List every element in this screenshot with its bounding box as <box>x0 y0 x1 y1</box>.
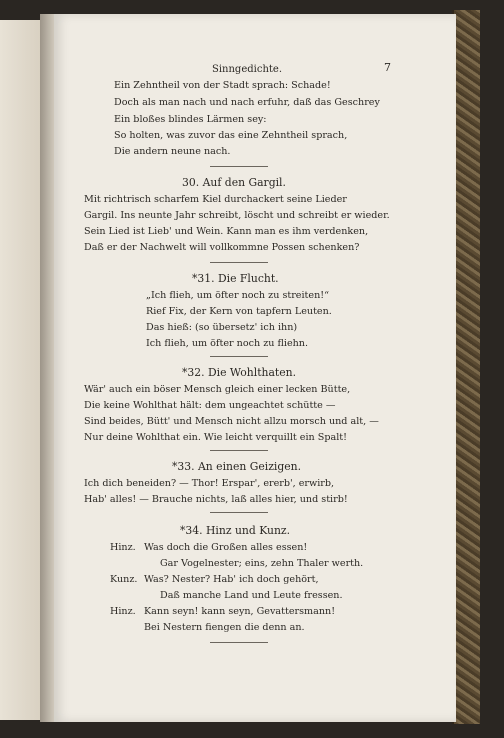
running-head: Sinngedichte. <box>212 64 283 75</box>
poem-line: „Ich flieh, um öfter noch zu streiten!“ <box>146 290 330 301</box>
intro-line: Ein Zehntheil von der Stadt sprach: Schade! <box>114 80 331 91</box>
book-page <box>54 14 456 722</box>
poem-heading: *34. Hinz und Kunz. <box>180 524 291 537</box>
poem-line: Ich flieh, um öfter noch zu fliehn. <box>146 338 309 349</box>
poem-line: Wär' auch ein böser Mensch gleich einer lecken Bütte, <box>84 384 351 395</box>
book-gutter <box>40 14 54 722</box>
poem-line: Gargil. Ins neunte Jahr schreibt, löscht und schreibt er wieder. <box>84 210 390 221</box>
dialogue-line: Was? Nester? Hab' ich doch gehört, <box>144 574 319 585</box>
facing-page-edge <box>0 20 40 720</box>
poem-line: Nur deine Wohlthat ein. Wie leicht verquillt ein Spalt! <box>84 432 347 443</box>
poem-line: Ich dich beneiden? — Thor! Erspar', ererb', erwirb, <box>84 478 335 489</box>
marbled-cover-edge <box>452 10 480 724</box>
poem-line: Sind beides, Bütt' und Mensch nicht allzu morsch und alt, — <box>84 416 379 427</box>
dialogue-line: Gar Vogelnester; eins, zehn Thaler werth. <box>160 558 364 569</box>
section-divider <box>210 166 268 167</box>
page-number: 7 <box>384 61 391 74</box>
dialogue-line: Daß manche Land und Leute fressen. <box>160 590 343 601</box>
section-divider <box>210 512 268 513</box>
poem-line: Das hieß: (so übersetz' ich ihn) <box>146 322 298 333</box>
poem-heading: 30. Auf den Gargil. <box>182 176 286 189</box>
poem-line: Sein Lied ist Lieb' und Wein. Kann man es ihm verdenken, <box>84 226 369 237</box>
poem-heading: *31. Die Flucht. <box>192 272 279 285</box>
intro-line: Doch als man nach und nach erfuhr, daß das Geschrey <box>114 97 380 108</box>
dialogue-line: Bei Nestern fiengen die denn an. <box>144 622 305 633</box>
poem-line: Rief Fix, der Kern von tapfern Leuten. <box>146 306 332 317</box>
poem-heading: *33. An einen Geizigen. <box>172 460 302 473</box>
dialogue-speaker: Kunz. <box>110 574 138 585</box>
dialogue-speaker: Hinz. <box>110 606 136 617</box>
dialogue-speaker: Hinz. <box>110 542 136 553</box>
section-divider <box>210 450 268 451</box>
poem-line: Hab' alles! — Brauche nichts, laß alles hier, und stirb! <box>84 494 348 505</box>
section-divider <box>210 262 268 263</box>
dialogue-line: Was doch die Großen alles essen! <box>144 542 308 553</box>
dialogue-line: Kann seyn! kann seyn, Gevattersmann! <box>144 606 336 617</box>
poem-line: Mit richtrisch scharfem Kiel durchackert seine Lieder <box>84 194 347 205</box>
poem-line: Daß er der Nachwelt will vollkommne Possen schenken? <box>84 242 360 253</box>
poem-line: Die keine Wohlthat hält: dem ungeachtet schütte — <box>84 400 336 411</box>
poem-heading: *32. Die Wohlthaten. <box>182 366 297 379</box>
intro-line: Die andern neune nach. <box>114 146 231 157</box>
section-divider <box>210 642 268 643</box>
section-divider <box>210 356 268 357</box>
intro-line: So holten, was zuvor das eine Zehntheil sprach, <box>114 130 348 141</box>
intro-line: Ein bloßes blindes Lärmen sey: <box>114 114 267 125</box>
